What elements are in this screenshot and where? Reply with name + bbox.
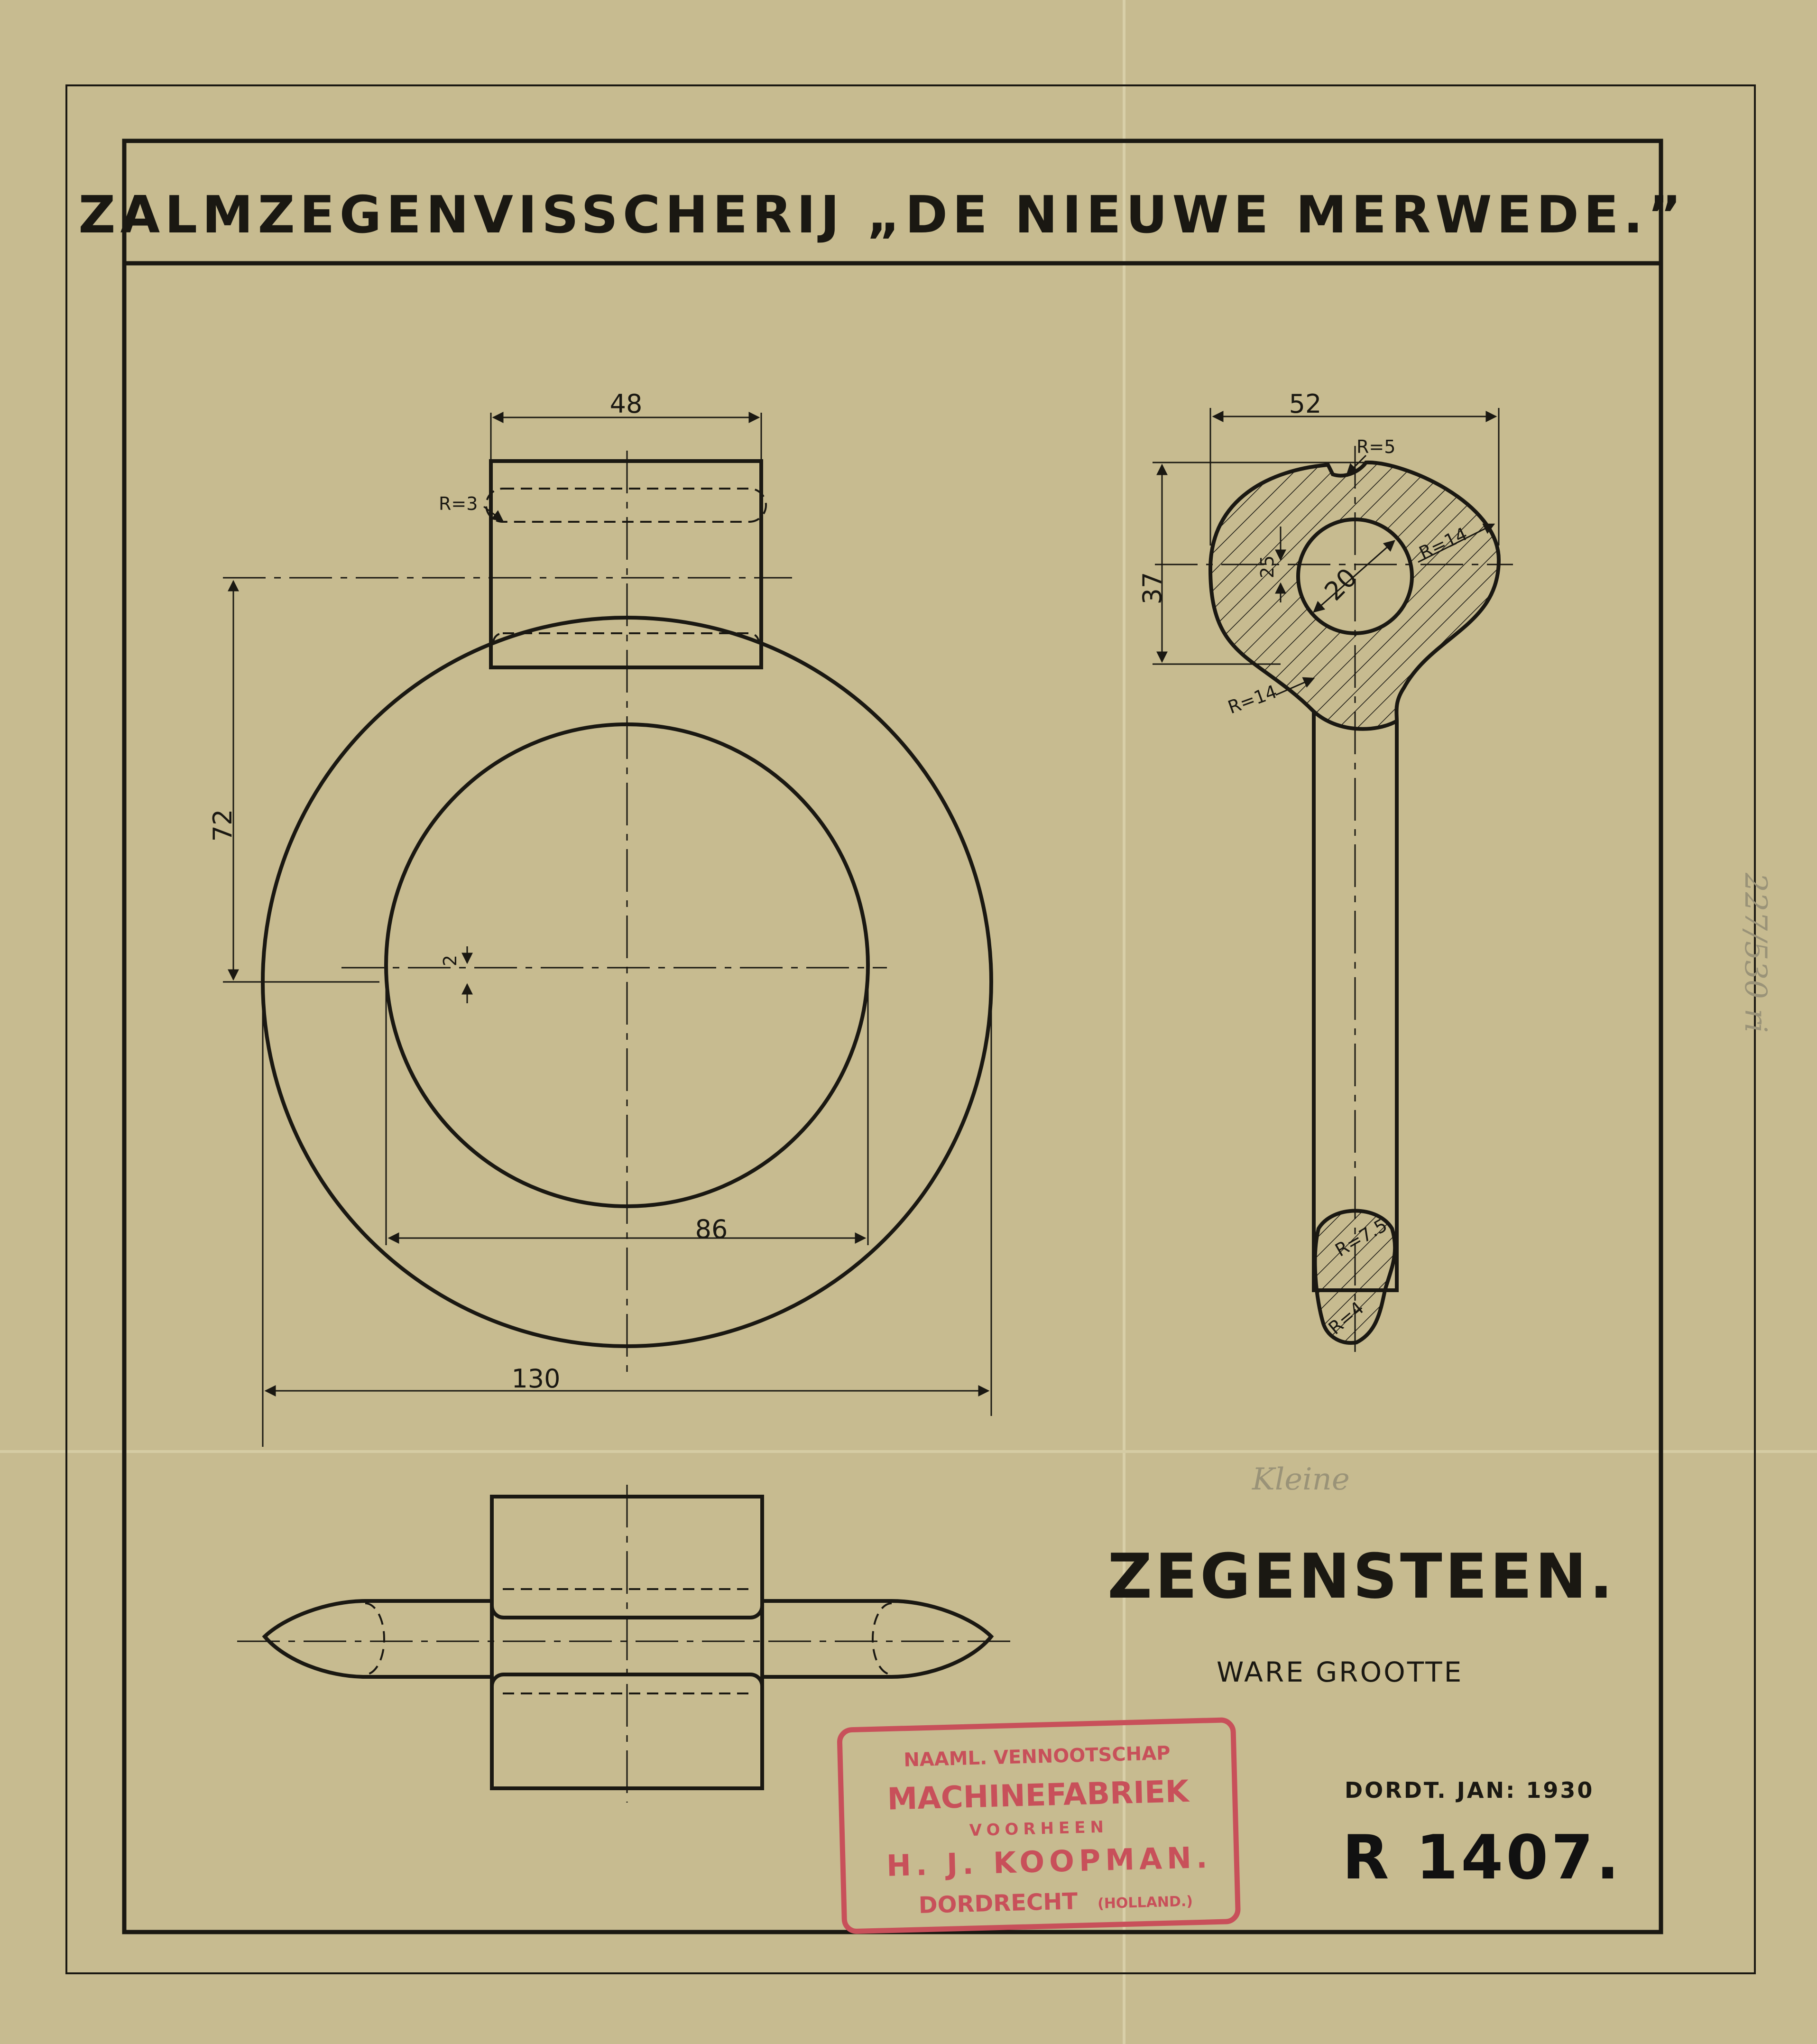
top-block — [491, 461, 761, 667]
dim-52-label: 52 — [1289, 389, 1322, 419]
top-view — [237, 1485, 1015, 1803]
dim-25-label: 25 — [1257, 555, 1278, 579]
bore-hidden-top — [486, 489, 766, 522]
drawing-date: DORDT. JAN: 1930 — [1345, 1777, 1595, 1803]
r5-label: R=5 — [1356, 436, 1396, 457]
dim-2-label: 2 — [440, 954, 461, 967]
front-view — [208, 389, 991, 1447]
margin-note: 227/530 ri — [1738, 873, 1773, 1033]
r4-label: R=4 — [1324, 1297, 1368, 1339]
svg-text:NAAML. VENNOOTSCHAP: NAAML. VENNOOTSCHAP — [903, 1742, 1171, 1771]
company-stamp — [839, 1720, 1238, 1932]
dim-86-label: 86 — [695, 1214, 728, 1244]
r75-label: R=7.5 — [1331, 1214, 1391, 1261]
r14-right-label: R=14 — [1416, 523, 1471, 564]
pencil-note: Kleine — [1252, 1462, 1350, 1497]
drawing-number: R 1407. — [1342, 1822, 1622, 1893]
r14-left-label: R=14 — [1225, 681, 1280, 718]
side-view — [1137, 389, 1513, 1352]
outer-border — [66, 85, 1755, 1973]
dim-130-label: 130 — [511, 1364, 561, 1394]
part-name: ZEGENSTEEN. — [1107, 1540, 1616, 1612]
r3-label: R=3 — [439, 493, 478, 514]
svg-text:DORDRECHT: DORDRECHT — [918, 1888, 1078, 1919]
bore-hidden-bottom — [503, 633, 759, 643]
dim-48-label: 48 — [609, 389, 643, 419]
dim-20-label: 20 — [1319, 562, 1363, 607]
scale-note: WARE GROOTTE — [1217, 1656, 1464, 1688]
svg-text:VOORHEEN: VOORHEEN — [969, 1817, 1109, 1841]
top-view-pin — [265, 1601, 492, 1677]
dim-72-label: 72 — [208, 809, 238, 842]
drawing-title: ZALMZEGENVISSCHERIJ „DE NIEUWE MERWEDE.” — [78, 185, 1686, 245]
svg-text:MACHINEFABRIEK: MACHINEFABRIEK — [886, 1774, 1190, 1817]
dim-37-label: 37 — [1137, 572, 1167, 605]
svg-text:(HOLLAND.): (HOLLAND.) — [1097, 1893, 1193, 1913]
svg-text:H. J. KOOPMAN.: H. J. KOOPMAN. — [886, 1840, 1213, 1883]
